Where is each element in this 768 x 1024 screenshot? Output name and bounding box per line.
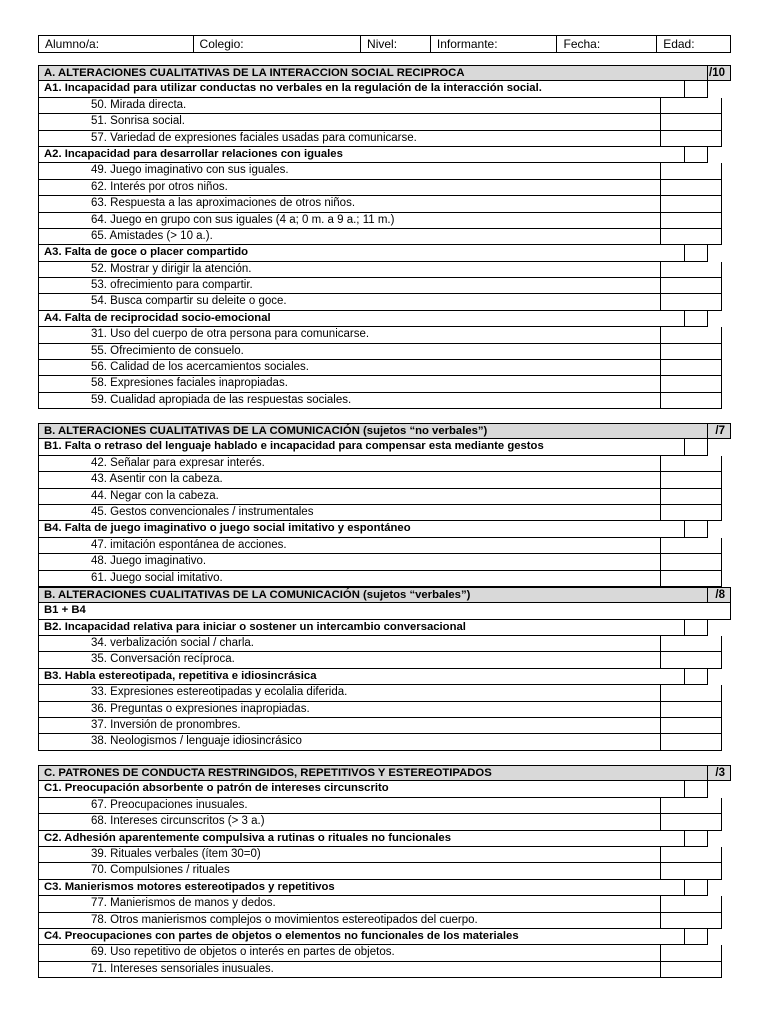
checklist-item [38, 472, 731, 488]
section-title [38, 423, 731, 439]
checklist-item [38, 360, 731, 376]
checklist-item-label: 69. Uso repetitivo de objetos o interés en partes de objetos. [38, 945, 661, 961]
score-box[interactable] [660, 798, 722, 814]
subtotal-box[interactable] [684, 929, 708, 945]
checklist-item-label: 47. imitación espontánea de acciones. [38, 538, 661, 554]
subsection-header-label: C3. Manierismos motores estereotipados y repetitivos [38, 880, 708, 896]
subsection-header-label: B1. Falta o retraso del lenguaje hablado e incapacidad para compensar esta mediante gestos [38, 439, 708, 455]
subsection-header-label: A1. Incapacidad para utilizar conductas no verbales en la regulación de la interacción social. [38, 81, 708, 97]
checklist-item-label: 50. Mirada directa. [38, 98, 661, 114]
score-box[interactable] [660, 163, 722, 179]
score-box[interactable] [660, 554, 722, 570]
subsection-header [38, 929, 731, 945]
subsection-header [38, 831, 731, 847]
score-box[interactable] [660, 196, 722, 212]
fecha-field[interactable]: Fecha: [557, 36, 657, 52]
subsection-header-label: C4. Preocupaciones con partes de objetos o elementos no funcionales de los materiales [38, 929, 708, 945]
section-title-label: B. ALTERACIONES CUALITATIVAS DE LA COMUNICACIÓN (sujetos “no verbales”) [38, 423, 731, 439]
checklist-item [38, 456, 731, 472]
checklist-item-label: 43. Asentir con la cabeza. [38, 472, 661, 488]
subsection-header-label: B3. Habla estereotipada, repetitiva e idiosincrásica [38, 669, 708, 685]
checklist-item-label: 36. Preguntas o expresiones inapropiadas. [38, 702, 661, 718]
score-box[interactable] [660, 114, 722, 130]
nivel-field[interactable]: Nivel: [361, 36, 431, 52]
section-max-score: /3 [715, 767, 725, 779]
checklist-item-label: 44. Negar con la cabeza. [38, 489, 661, 505]
header-row [38, 35, 731, 53]
checklist-item-label: 53. ofrecimiento para compartir. [38, 278, 661, 294]
checklist-item-label: 59. Cualidad apropiada de las respuestas sociales. [38, 393, 661, 409]
checklist-item-label: 48. Juego imaginativo. [38, 554, 661, 570]
checklist-item [38, 913, 731, 929]
score-box[interactable] [660, 962, 722, 978]
checklist-item-label: 61. Juego social imitativo. [38, 571, 661, 587]
score-box[interactable] [660, 863, 722, 879]
subsection-header [38, 439, 731, 455]
subsection-header [38, 521, 731, 537]
score-box[interactable] [660, 376, 722, 392]
subsection-note-label: B1 + B4 [38, 603, 731, 619]
checklist-item [38, 538, 731, 554]
score-box[interactable] [660, 180, 722, 196]
checklist-item-label: 78. Otros manierismos complejos o movimientos estereotipados del cuerpo. [38, 913, 661, 929]
checklist-item-label: 51. Sonrisa social. [38, 114, 661, 130]
subsection-header-label: A2. Incapacidad para desarrollar relaciones con iguales [38, 147, 708, 163]
section-title [38, 765, 731, 781]
subtotal-box[interactable] [684, 147, 708, 163]
checklist-item [38, 344, 731, 360]
checklist-item-label: 68. Intereses circunscritos (> 3 a.) [38, 814, 661, 830]
section-max-score: /7 [715, 425, 725, 437]
subsection-note [38, 603, 731, 619]
section-title-label: A. ALTERACIONES CUALITATIVAS DE LA INTERACCION SOCIAL RECIPROCA [38, 65, 731, 81]
checklist-item-label: 56. Calidad de los acercamientos sociales. [38, 360, 661, 376]
checklist-item [38, 896, 731, 912]
checklist-item-label: 77. Manierismos de manos y dedos. [38, 896, 661, 912]
score-box[interactable] [660, 685, 722, 701]
checklist-item-label: 70. Compulsiones / rituales [38, 863, 661, 879]
colegio-field[interactable]: Colegio: [194, 36, 362, 52]
checklist-item-label: 37. Inversión de pronombres. [38, 718, 661, 734]
checklist-item-label: 71. Intereses sensoriales inusuales. [38, 962, 661, 978]
score-box[interactable] [660, 472, 722, 488]
checklist-item [38, 278, 731, 294]
score-box[interactable] [660, 213, 722, 229]
checklist-item [38, 489, 731, 505]
subsection-header-label: A3. Falta de goce o placer compartido [38, 245, 708, 261]
section-title [38, 65, 731, 81]
checklist-item [38, 262, 731, 278]
subsection-header-label: A4. Falta de reciprocidad socio-emocional [38, 311, 708, 327]
subsection-header [38, 81, 731, 97]
checklist-item [38, 163, 731, 179]
score-box[interactable] [660, 456, 722, 472]
checklist-item-label: 55. Ofrecimiento de consuelo. [38, 344, 661, 360]
score-box[interactable] [660, 393, 722, 409]
checklist-item-label: 64. Juego en grupo con sus iguales (4 a; 0 m. a 9 a.; 11 m.) [38, 213, 661, 229]
subsection-header-label: C1. Preocupación absorbente o patrón de intereses circunscrito [38, 781, 708, 797]
score-box[interactable] [660, 652, 722, 668]
checklist-item [38, 294, 731, 310]
section-b [38, 423, 731, 751]
checklist-item [38, 327, 731, 343]
score-box[interactable] [660, 489, 722, 505]
checklist-item-label: 67. Preocupaciones inusuales. [38, 798, 661, 814]
checklist-item-label: 31. Uso del cuerpo de otra persona para comunicarse. [38, 327, 661, 343]
score-box[interactable] [660, 636, 722, 652]
checklist-item [38, 554, 731, 570]
subsection-header-label: B4. Falta de juego imaginativo o juego social imitativo y espontáneo [38, 521, 708, 537]
checklist-item-label: 42. Señalar para expresar interés. [38, 456, 661, 472]
score-box[interactable] [660, 718, 722, 734]
score-box[interactable] [660, 847, 722, 863]
checklist-item [38, 945, 731, 961]
checklist-item [38, 734, 731, 750]
checklist-item-label: 52. Mostrar y dirigir la atención. [38, 262, 661, 278]
score-box[interactable] [660, 344, 722, 360]
score-box[interactable] [660, 702, 722, 718]
subsection-header [38, 245, 731, 261]
section-max-score: /8 [715, 588, 725, 601]
section-title-label: C. PATRONES DE CONDUCTA RESTRINGIDOS, REPETITIVOS Y ESTEREOTIPADOS [38, 765, 731, 781]
subsection-header [38, 311, 731, 327]
score-box[interactable] [660, 538, 722, 554]
subsection-header-label: B2. Incapacidad relativa para iniciar o sostener un intercambio conversacional [38, 620, 708, 636]
subtotal-box[interactable] [684, 311, 708, 327]
score-box[interactable] [660, 913, 722, 929]
checklist-item [38, 505, 731, 521]
checklist-item-label: 34. verbalización social / charla. [38, 636, 661, 652]
checklist-item [38, 180, 731, 196]
checklist-item [38, 685, 731, 701]
checklist-item [38, 718, 731, 734]
subsection-header [38, 620, 731, 636]
checklist-item-label: 58. Expresiones faciales inapropiadas. [38, 376, 661, 392]
subtotal-box[interactable] [684, 669, 708, 685]
checklist-item [38, 114, 731, 130]
checklist-item-label: 54. Busca compartir su deleite o goce. [38, 294, 661, 310]
score-box[interactable] [660, 505, 722, 521]
score-box[interactable] [660, 294, 722, 310]
score-box[interactable] [660, 945, 722, 961]
subtotal-box[interactable] [684, 245, 708, 261]
subtotal-box[interactable] [684, 831, 708, 847]
checklist-item [38, 229, 731, 245]
checklist-item-label: 45. Gestos convencionales / instrumentales [38, 505, 661, 521]
subtotal-box[interactable] [684, 81, 708, 97]
score-box[interactable] [660, 814, 722, 830]
score-box[interactable] [660, 896, 722, 912]
score-box[interactable] [660, 571, 722, 587]
score-box[interactable] [660, 229, 722, 245]
score-box[interactable] [660, 98, 722, 114]
checklist-item-label: 39. Rituales verbales (ítem 30=0) [38, 847, 661, 863]
section-title [38, 587, 731, 603]
checklist-item-label: 63. Respuesta a las aproximaciones de otros niños. [38, 196, 661, 212]
checklist-item [38, 131, 731, 147]
checklist-item [38, 571, 731, 587]
section-a [38, 65, 731, 409]
checklist-item-label: 65. Amistades (> 10 a.). [38, 229, 661, 245]
section-title-label: B. ALTERACIONES CUALITATIVAS DE LA COMUNICACIÓN (sujetos “verbales”) [38, 587, 731, 603]
checklist-item [38, 798, 731, 814]
checklist-item-label: 62. Interés por otros niños. [38, 180, 661, 196]
checklist-item [38, 652, 731, 668]
subsection-header [38, 880, 731, 896]
subtotal-box[interactable] [684, 880, 708, 896]
checklist-item [38, 636, 731, 652]
checklist-item [38, 393, 731, 409]
checklist-item-label: 35. Conversación recíproca. [38, 652, 661, 668]
checklist-item-label: 49. Juego imaginativo con sus iguales. [38, 163, 661, 179]
section-c [38, 765, 731, 978]
checklist-item [38, 962, 731, 978]
section-max-score: /10 [709, 67, 725, 79]
checklist-item [38, 814, 731, 830]
informante-field[interactable]: Informante: [431, 36, 558, 52]
checklist-item-label: 33. Expresiones estereotipadas y ecolalia diferida. [38, 685, 661, 701]
checklist-item [38, 376, 731, 392]
alumno-field[interactable]: Alumno/a: [39, 36, 194, 52]
edad-field[interactable]: Edad: [663, 37, 695, 51]
score-box[interactable] [660, 734, 722, 750]
checklist-item-label: 57. Variedad de expresiones faciales usadas para comunicarse. [38, 131, 661, 147]
subtotal-box[interactable] [684, 439, 708, 455]
subsection-header-label: C2. Adhesión aparentemente compulsiva a rutinas o rituales no funcionales [38, 831, 708, 847]
score-box[interactable] [660, 262, 722, 278]
subtotal-box[interactable] [684, 521, 708, 537]
checklist-item [38, 213, 731, 229]
subtotal-box[interactable] [684, 781, 708, 797]
checklist-item [38, 863, 731, 879]
checklist-item [38, 702, 731, 718]
subtotal-box[interactable] [684, 620, 708, 636]
subsection-header [38, 147, 731, 163]
subsection-header [38, 669, 731, 685]
checklist-item-label: 38. Neologismos / lenguaje idiosincrásico [38, 734, 661, 750]
score-box[interactable] [660, 278, 722, 294]
checklist-item [38, 847, 731, 863]
score-box[interactable] [660, 327, 722, 343]
checklist-item [38, 196, 731, 212]
checklist-item [38, 98, 731, 114]
score-box[interactable] [660, 360, 722, 376]
score-box[interactable] [660, 131, 722, 147]
subsection-header [38, 781, 731, 797]
